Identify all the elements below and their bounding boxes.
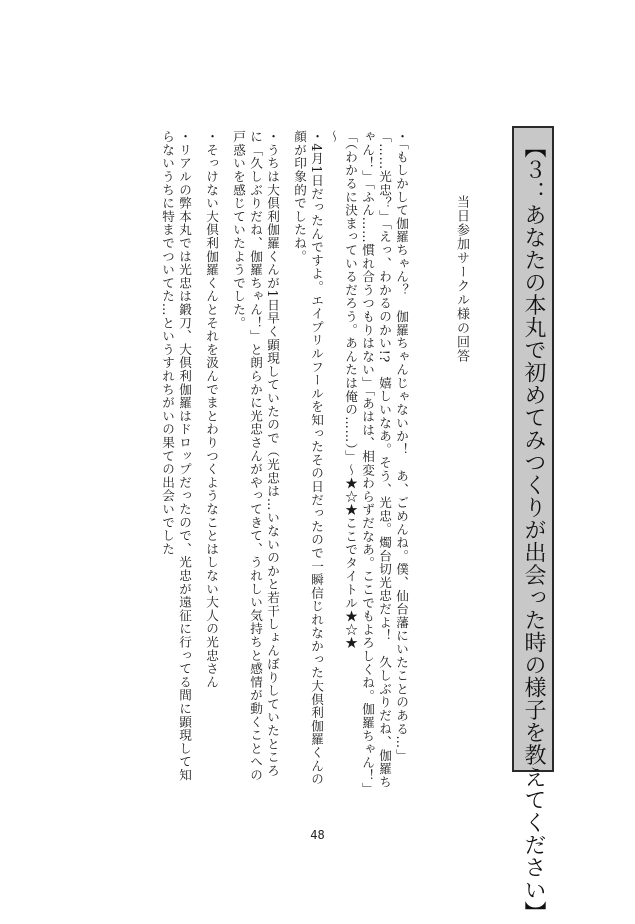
question-heading-box — [512, 126, 554, 924]
bullet: ・ — [394, 130, 409, 144]
answer-text: 「もしかして伽羅ちゃん？ 伽羅ちゃんじゃないか！ あ、ごめんね。僕、仙台藩にいたことのある…」「……光忠？」「えっ、わかるのかい!? 嬉しいなあ。そう、光忠。燭台切光忠だよ！ 久しぶりだね、伽羅ちゃん！」「ふん……慣れ合うつもりはない」「あはは、相変わらずだなあ。ここでもよろしくね。伽羅ちゃん！」「（わかるに決まっているだろう。あんたは俺の……）」～★☆★ここでタイトル★☆★ — [343, 130, 409, 790]
page-number: 48 — [310, 828, 325, 842]
answer-text: うちは大倶利伽羅くんが1日早く顕現していたので（光忠は…いないのかと若干しょんぼりしていたところに「久しぶりだね、伽羅ちゃん！」と朗らかに光忠さんがやってきて、うれしい気持ちと感情が動くことへの戸惑いを感じていたようでした。 — [231, 130, 280, 782]
respondent-subtitle: 当日参加サークル様の回答 — [454, 195, 469, 363]
answer-item — [159, 130, 193, 790]
answer-item — [203, 130, 220, 790]
question-heading: 【３：あなたの本丸で初めてみつくりが出会った時の様子を教えてください】 — [521, 136, 546, 924]
bullet: ・ — [204, 130, 219, 144]
answer-tail: ～ — [326, 130, 341, 144]
bullet: ・ — [265, 130, 280, 144]
answer-text: そっけない大倶利伽羅くんとそれを汲んでまとわりつくようなことはしない大人の光忠さん — [204, 143, 219, 689]
answer-item — [230, 130, 281, 790]
answer-text: 4月1日だったんですよ。エイプリルフールを知ったその日だったので一瞬信じれなかった大倶利伽羅くんの顔が印象的でしたね。 — [292, 130, 324, 786]
bullet: ・ — [177, 130, 192, 144]
answer-item — [325, 130, 410, 790]
answer-text: リアルの弊本丸では光忠は鍛刀、大倶利伽羅はドロップだったので、光忠が遠征に行ってる間に顕現して知らないうちに特までついてた…というすれちがいの果ての出会いでした — [160, 130, 192, 782]
bullet: ・ — [309, 130, 324, 144]
answer-item — [291, 130, 325, 790]
answers-list — [80, 130, 410, 790]
